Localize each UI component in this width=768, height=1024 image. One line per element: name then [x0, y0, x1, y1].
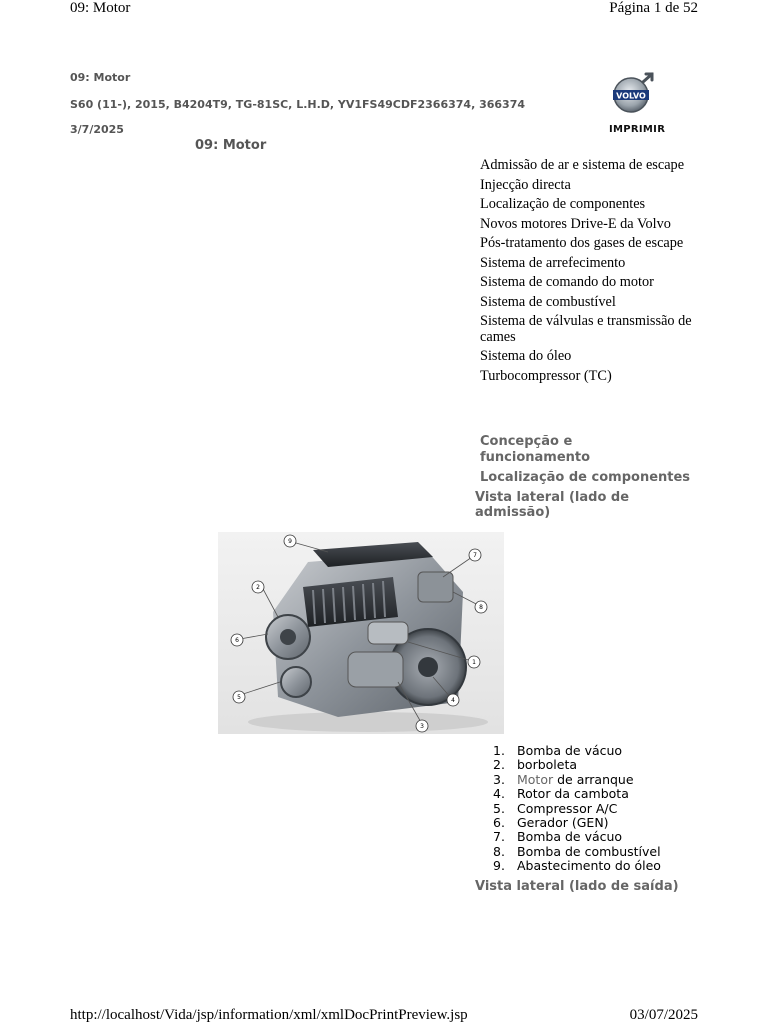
document-subtitle: 09: Motor: [70, 71, 131, 84]
page-header-title: 09: Motor: [70, 0, 131, 16]
callout-8: [475, 601, 487, 613]
toc-item-air-intake[interactable]: Admissão de ar e sistema de escape: [480, 157, 685, 173]
svg-text:9: 9: [288, 538, 292, 545]
view-exhaust-heading: Vista lateral (lado de saída): [475, 879, 679, 894]
toc-list: [480, 158, 700, 388]
toc-item-fuel[interactable]: Sistema de combustível: [480, 293, 616, 310]
toc-item-component-location[interactable]: Localização de componentes: [480, 196, 646, 212]
parts-list-item: 5. Compressor A/C: [493, 800, 618, 816]
callout-9: [284, 535, 296, 547]
callout-2: [252, 581, 264, 593]
callout-5: [233, 691, 245, 703]
section-title: 09: Motor: [195, 138, 267, 153]
svg-text:2: 2: [256, 584, 260, 591]
document-date: 3/7/2025: [70, 123, 124, 136]
toc-item-direct-injection[interactable]: Injecção directa: [480, 176, 571, 193]
location-heading: Localização de componentes: [480, 470, 691, 485]
svg-text:7: 7: [473, 552, 477, 559]
vehicle-info: S60 (11-), 2015, B4204T9, TG-81SC, L.H.D, YV1FS49CDF2366374, 366374: [70, 98, 526, 111]
svg-text:3: 3: [420, 723, 424, 730]
parts-list-item: 1. Bomba de vácuo: [493, 743, 623, 758]
callout-3: [416, 720, 428, 732]
toc-item-cooling[interactable]: Sistema de arrefecimento: [480, 254, 626, 271]
engine-illustration: [218, 532, 504, 734]
parts-list: [493, 744, 661, 874]
svg-text:6: 6: [235, 637, 239, 644]
parts-list-item: 8. Bomba de combustível: [493, 843, 661, 859]
svg-text:4: 4: [451, 697, 455, 704]
callout-1: [468, 656, 480, 668]
toc-item-exhaust-aftertreatment[interactable]: Pós-tratamento dos gases de escape: [480, 235, 684, 251]
toc-item-turbo[interactable]: Turbocompressor (TC): [480, 367, 612, 384]
callout-6: [231, 634, 243, 646]
svg-text:5: 5: [237, 694, 241, 701]
parts-list-item: 9. Abastecimento do óleo: [493, 858, 661, 874]
svg-text:8: 8: [479, 604, 483, 611]
toc-item-engine-control[interactable]: Sistema de comando do motor: [480, 274, 654, 290]
view-admission-heading: Vista lateral (lado de admissão): [475, 490, 630, 520]
volvo-logo: [610, 72, 656, 114]
toc-item-valves-camshaft[interactable]: Sistema de válvulas e transmissão de cames: [480, 313, 692, 345]
concept-heading: Concepção e funcionamento: [480, 434, 591, 465]
parts-list-item: 2. borboleta: [493, 757, 578, 773]
footer-date: 03/07/2025: [629, 1007, 698, 1023]
print-button[interactable]: IMPRIMIR: [609, 124, 666, 135]
parts-list-item: 4. Rotor da cambota: [493, 786, 629, 802]
logo-text: VOLVO: [616, 91, 646, 101]
callout-4: [447, 694, 459, 706]
callout-7: [469, 549, 481, 561]
parts-list-item: 6. Gerador (GEN): [493, 815, 609, 831]
svg-text:1: 1: [472, 659, 476, 666]
toc-item-drive-e[interactable]: Novos motores Drive-E da Volvo: [480, 215, 671, 232]
toc-item-oil[interactable]: Sistema do óleo: [480, 348, 572, 364]
footer-url: http://localhost/Vida/jsp/information/xml/xmlDocPrintPreview.jsp: [70, 1007, 468, 1023]
parts-list-item: 7. Bomba de vácuo: [493, 829, 623, 845]
parts-list-item: 3. Motor de arranque: [493, 771, 634, 787]
page-number: Página 1 de 52: [609, 0, 698, 16]
